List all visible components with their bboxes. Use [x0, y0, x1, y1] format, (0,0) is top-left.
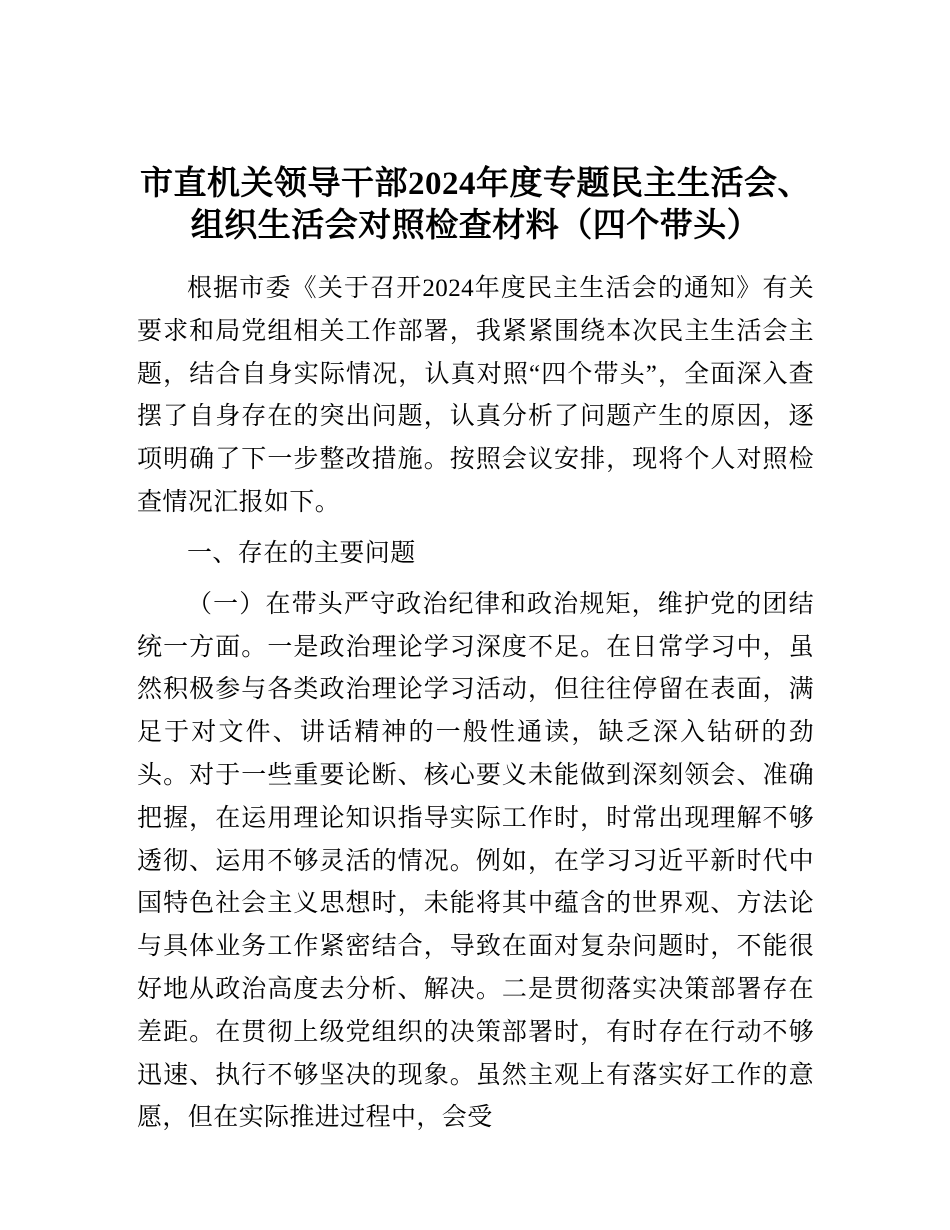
document-title-line-1: 市直机关领导干部2024年度专题民主生活会、 — [140, 166, 811, 202]
section-heading-main-problems: 一、存在的主要问题 — [187, 539, 416, 567]
document-title — [137, 163, 814, 247]
intro-paragraph: 根据市委《关于召开2024年度民主生活会的通知》有关要求和局党组相关工作部署，我紧紧围绕本次民主生活会主题，结合自身实际情况，认真对照“四个带头”，全面深入查摆了自身存在的突出问题，认真分析了问题产生的原因，逐项明确了下一步整改措施。按照会议安排，现将个人对照检查情况汇报如下。 — [137, 275, 814, 516]
subsection-paragraph-one: （一）在带头严守政治纪律和政治规矩，维护党的团结统一方面。一是政治理论学习深度不足。在日常学习中，虽然积极参与各类政治理论学习活动，但往往停留在表面，满足于对文件、讲话精神的一般性通读，缺乏深入钻研的劲头。对于一些重要论断、核心要义未能做到深刻领会、准确把握，在运用理论知识指导实际工作时，时常出现理解不够透彻、运用不够灵活的情况。例如，在学习习近平新时代中国特色社会主义思想时，未能将其中蕴含的世界观、方法论与具体业务工作紧密结合，导致在面对复杂问题时，不能很好地从政治高度去分析、解决。二是贯彻落实决策部署存在差距。在贯彻上级党组织的决策部署时，有时存在行动不够迅速、执行不够坚决的现象。虽然主观上有落实好工作的意愿，但在实际推进过程中，会受 — [137, 590, 814, 1132]
document-title-line-2: 组织生活会对照检查材料（四个带头） — [190, 208, 761, 244]
